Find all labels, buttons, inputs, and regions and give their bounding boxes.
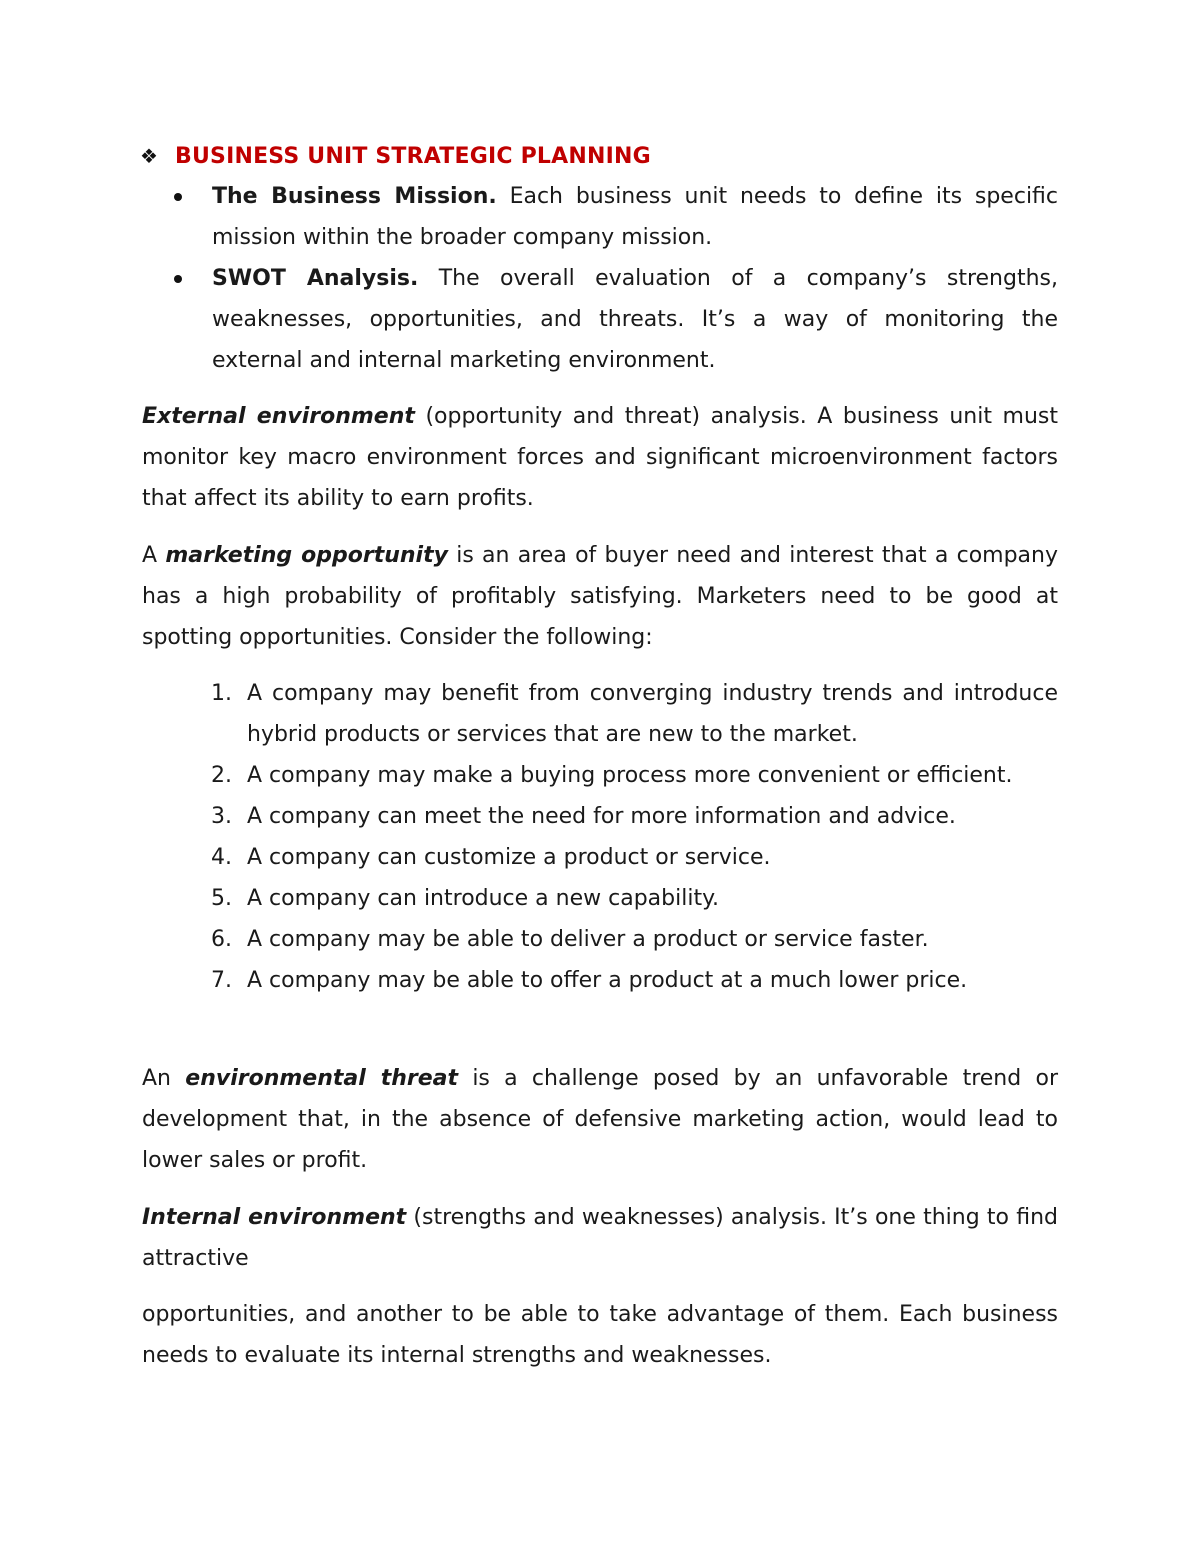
paragraph-text: opportunities, and another to be able to take advantage of them. Each business needs to evaluate its internal strengths and weaknesses. (142, 1302, 1058, 1368)
paragraph-text: (strengths and weaknesses) analysis. It’s one thing to find attractive (142, 1205, 1058, 1271)
list-item (142, 755, 1058, 796)
bullet-item-business-mission (142, 176, 1058, 258)
list-item-text: A company can meet the need for more information and advice. (247, 804, 956, 829)
list-item-text: A company may be able to offer a product at a much lower price. (247, 968, 968, 993)
paragraph-prefix: An (142, 1066, 186, 1091)
paragraph-environmental-threat (142, 1058, 1058, 1181)
list-number: 6. (211, 927, 232, 952)
list-item (142, 796, 1058, 837)
list-number: 1. (211, 681, 232, 706)
paragraph-prefix: A (142, 543, 166, 568)
diamond-bullet-icon: ❖ (140, 144, 158, 168)
paragraph-external-environment (142, 396, 1058, 519)
list-item (142, 878, 1058, 919)
paragraph-text: is a challenge posed by an unfavorable trend or development that, in the absence of defensive marketing action, would lead to lower sales or profit. (142, 1066, 1058, 1173)
bullet-dot-icon (174, 193, 182, 201)
list-number: 2. (211, 763, 232, 788)
bullet-text: The overall evaluation of a company’s strengths, weaknesses, opportunities, and threats. It’s a way of monitoring the external and internal marketing environment. (212, 266, 1058, 373)
bullet-term: SWOT Analysis. (212, 266, 419, 291)
bullet-text: Each business unit needs to define its specific mission within the broader company mission. (212, 184, 1059, 250)
term-marketing-opportunity: marketing opportunity (165, 543, 448, 568)
list-item-text: A company can introduce a new capability. (247, 886, 719, 911)
paragraph-closing (142, 1294, 1058, 1376)
list-item-text: A company can customize a product or service. (247, 845, 771, 870)
term-internal-environment: Internal environment (142, 1205, 407, 1230)
list-item (142, 960, 1058, 1001)
list-item (142, 919, 1058, 960)
list-item-text: A company may be able to deliver a product or service faster. (247, 927, 929, 952)
numbered-list (142, 673, 1058, 1001)
list-number: 5. (211, 886, 232, 911)
list-number: 7. (211, 968, 232, 993)
paragraph-text: is an area of buyer need and interest that a company has a high probability of profitably satisfying. Marketers need to be good at spotting opportunities. Consider the following: (142, 543, 1058, 650)
list-item (142, 837, 1058, 878)
term-external-environment: External environment (142, 404, 415, 429)
list-item-text: A company may benefit from converging industry trends and introduce hybrid products or services that are new to the market. (247, 681, 1058, 747)
bullet-term: The Business Mission. (212, 184, 497, 209)
bullet-list (142, 176, 1058, 381)
list-item (142, 673, 1058, 755)
list-number: 4. (211, 845, 232, 870)
paragraph-internal-environment (142, 1197, 1058, 1279)
term-environmental-threat: environmental threat (185, 1066, 459, 1091)
paragraph-marketing-opportunity (142, 535, 1058, 658)
paragraph-text: (opportunity and threat) analysis. A business unit must monitor key macro environment forces and significant microenvironment factors that affect its ability to earn profits. (142, 404, 1059, 511)
bullet-dot-icon (174, 275, 182, 283)
section-heading (142, 140, 1058, 172)
list-item-text: A company may make a buying process more convenient or efficient. (247, 763, 1013, 788)
bullet-item-swot-analysis (142, 258, 1058, 381)
list-number: 3. (211, 804, 232, 829)
heading-title: BUSINESS UNIT STRATEGIC PLANNING (175, 143, 651, 169)
